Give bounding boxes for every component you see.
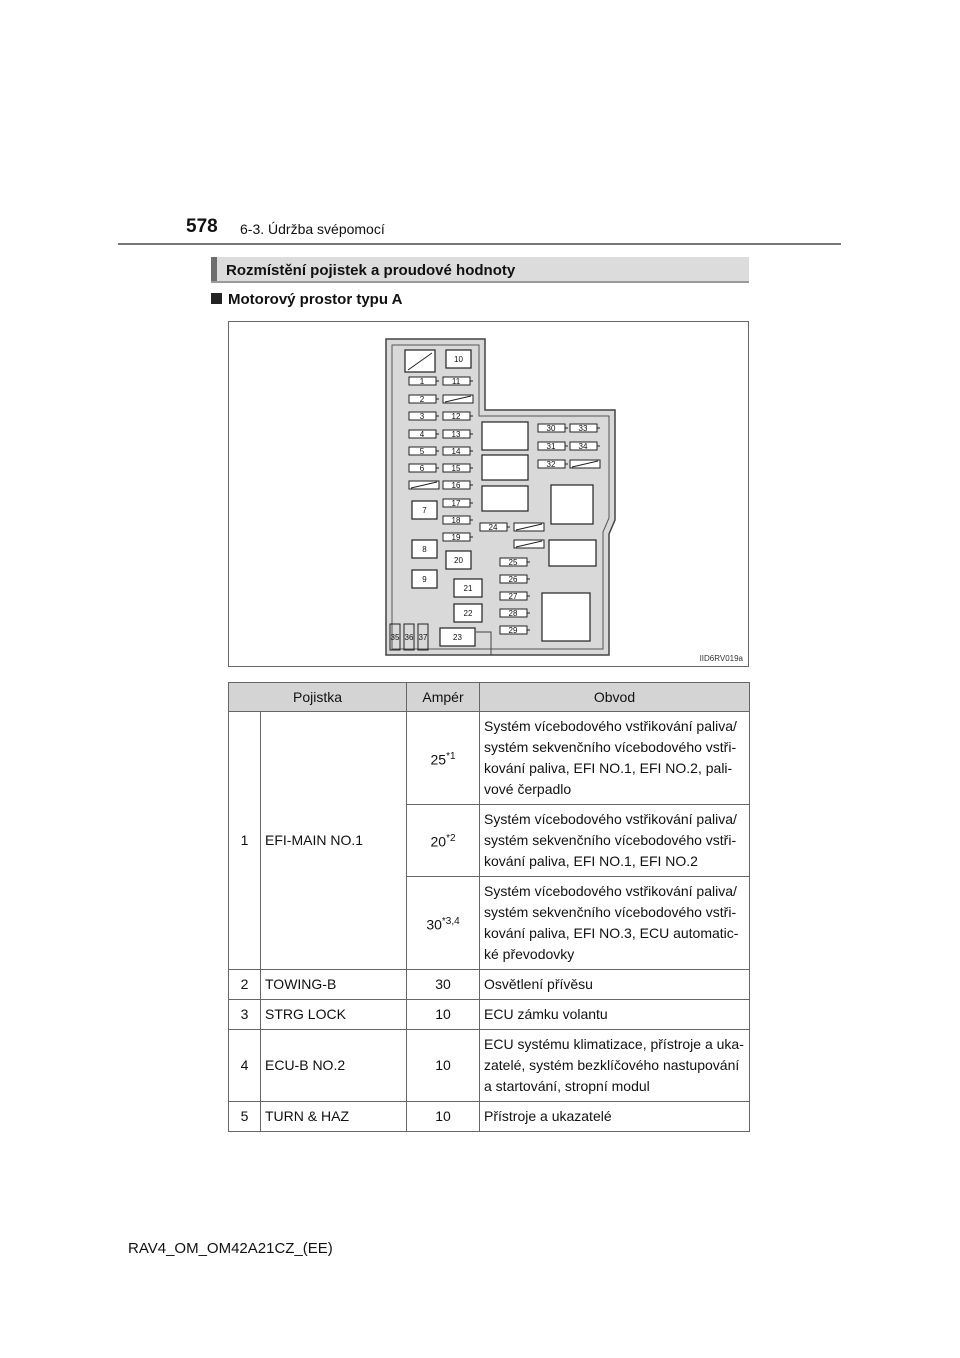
table-row bbox=[229, 1000, 750, 1030]
fuse-label: 12 bbox=[451, 412, 461, 421]
fuse-block-label: 21 bbox=[463, 584, 473, 593]
fuse-label: 4 bbox=[419, 430, 425, 439]
fuse-name: ECU-B NO.2 bbox=[261, 1030, 407, 1102]
header-circuit: Obvod bbox=[480, 683, 750, 712]
fuse-circuit: ECU zámku volantu bbox=[480, 1000, 750, 1030]
figure-id: IID6RV019a bbox=[699, 654, 743, 663]
fuse-label: 2 bbox=[419, 395, 425, 404]
page-number: 578 bbox=[186, 216, 218, 237]
fuse-box-diagram bbox=[228, 321, 749, 667]
fuse-ampere: 30 bbox=[407, 970, 480, 1000]
table-row bbox=[229, 970, 750, 1000]
fuse-block-label: 23 bbox=[453, 633, 462, 642]
fuse-ampere bbox=[407, 877, 480, 970]
fuse-block-label: 7 bbox=[422, 506, 427, 515]
fuse-label: 25 bbox=[508, 558, 518, 567]
banner-accent bbox=[211, 257, 217, 281]
header-divider bbox=[118, 243, 841, 245]
relay-block bbox=[482, 455, 528, 480]
fuse-label: 3 bbox=[419, 412, 425, 421]
fuse-label: 34 bbox=[578, 442, 588, 451]
fuse-block-label: 22 bbox=[463, 609, 473, 618]
fuse-box-drawing bbox=[386, 339, 615, 655]
fuse-label: 27 bbox=[508, 592, 518, 601]
fuse-circuit: Systém vícebodového vstřikování paliva/ systém sekvenčního vícebodového vstři-kování paliva, EFI NO.3, ECU automatic-ké převodovky bbox=[480, 877, 750, 970]
fuse-number: 3 bbox=[229, 1000, 261, 1030]
fuse-ampere: 10 bbox=[407, 1030, 480, 1102]
header-ampere: Ampér bbox=[407, 683, 480, 712]
fuse-circuit: Osvětlení přívěsu bbox=[480, 970, 750, 1000]
fuse-name: EFI-MAIN NO.1 bbox=[261, 712, 407, 970]
relay-block bbox=[482, 422, 528, 450]
fuse-number: 2 bbox=[229, 970, 261, 1000]
fuse-name: STRG LOCK bbox=[261, 1000, 407, 1030]
subheading-text: Motorový prostor typu A bbox=[228, 291, 403, 308]
fuse-ampere bbox=[407, 712, 480, 805]
ampere-value: 30 bbox=[426, 916, 442, 933]
fuse-label: 11 bbox=[451, 377, 461, 386]
cartridge-fuse-label: 37 bbox=[418, 633, 428, 642]
square-bullet-icon bbox=[211, 293, 222, 304]
fuse-circuit: Systém vícebodového vstřikování paliva/ systém sekvenčního vícebodového vstři-kování paliva, EFI NO.1, EFI NO.2, pali-vové čerpadlo bbox=[480, 712, 750, 805]
footnote-mark: *3,4 bbox=[441, 915, 460, 927]
fuse-label: 5 bbox=[419, 447, 425, 456]
fuse-label: 13 bbox=[451, 430, 461, 439]
relay-block bbox=[549, 540, 596, 566]
fuse-number: 1 bbox=[229, 712, 261, 970]
header-fuse: Pojistka bbox=[229, 683, 407, 712]
fuse-label: 18 bbox=[451, 516, 461, 525]
fuse-circuit: Systém vícebodového vstřikování paliva/ systém sekvenčního vícebodového vstři-kování paliva, EFI NO.1, EFI NO.2 bbox=[480, 805, 750, 877]
fuse-label: 33 bbox=[578, 424, 588, 433]
fuse-block-label: 20 bbox=[454, 556, 463, 565]
relay-block bbox=[482, 486, 528, 511]
table-row bbox=[229, 712, 750, 805]
banner-title: Rozmístění pojistek a proudové hodnoty bbox=[226, 262, 516, 279]
fuse-circuit: Přístroje a ukazatelé bbox=[480, 1102, 750, 1132]
fuse-label: 24 bbox=[488, 523, 498, 532]
fuse-block-label: 10 bbox=[454, 355, 463, 364]
fuse-table bbox=[228, 682, 750, 1132]
fuse-number: 4 bbox=[229, 1030, 261, 1102]
footnote-mark: *2 bbox=[446, 833, 456, 845]
subheading bbox=[211, 291, 402, 308]
fuse-box-svg bbox=[229, 322, 750, 668]
fuse-label: 6 bbox=[419, 464, 425, 473]
footer-doc-id: RAV4_OM_OM42A21CZ_(EE) bbox=[128, 1240, 333, 1257]
table-row bbox=[229, 1102, 750, 1132]
fuse-name: TOWING-B bbox=[261, 970, 407, 1000]
fuse-label: 29 bbox=[508, 626, 518, 635]
fuse-ampere: 10 bbox=[407, 1000, 480, 1030]
fuse-label: 15 bbox=[451, 464, 461, 473]
fuse-ampere bbox=[407, 805, 480, 877]
table-header-row bbox=[229, 683, 750, 712]
fuse-label: 32 bbox=[546, 460, 556, 469]
fuse-label: 31 bbox=[546, 442, 556, 451]
fuse-label: 17 bbox=[451, 499, 461, 508]
footnote-mark: *1 bbox=[446, 750, 456, 762]
fuse-block-label: 8 bbox=[422, 545, 427, 554]
table-row bbox=[229, 1030, 750, 1102]
fuse-circuit: ECU systému klimatizace, přístroje a uka-zatelé, systém bezklíčového nastupování a startování, stropní modul bbox=[480, 1030, 750, 1102]
fuse-label: 26 bbox=[508, 575, 518, 584]
ampere-value: 25 bbox=[430, 751, 447, 768]
cartridge-fuse-label: 35 bbox=[390, 633, 400, 642]
fuse-label: 28 bbox=[508, 609, 518, 618]
fuse-label: 1 bbox=[419, 377, 425, 386]
fuse-name: TURN & HAZ bbox=[261, 1102, 407, 1132]
cartridge-fuse-label: 36 bbox=[404, 633, 414, 642]
section-title: 6-3. Údržba svépomocí bbox=[240, 221, 385, 237]
relay-block bbox=[542, 593, 590, 641]
ampere-value: 20 bbox=[430, 833, 447, 850]
relay-block bbox=[551, 485, 593, 524]
fuse-block-label: 9 bbox=[422, 575, 427, 584]
fuse-label: 14 bbox=[451, 447, 461, 456]
fuse-label: 19 bbox=[451, 533, 461, 542]
fuse-number: 5 bbox=[229, 1102, 261, 1132]
fuse-ampere: 10 bbox=[407, 1102, 480, 1132]
fuse-label: 30 bbox=[546, 424, 556, 433]
section-banner bbox=[211, 257, 749, 283]
fuse-label: 16 bbox=[451, 481, 461, 490]
